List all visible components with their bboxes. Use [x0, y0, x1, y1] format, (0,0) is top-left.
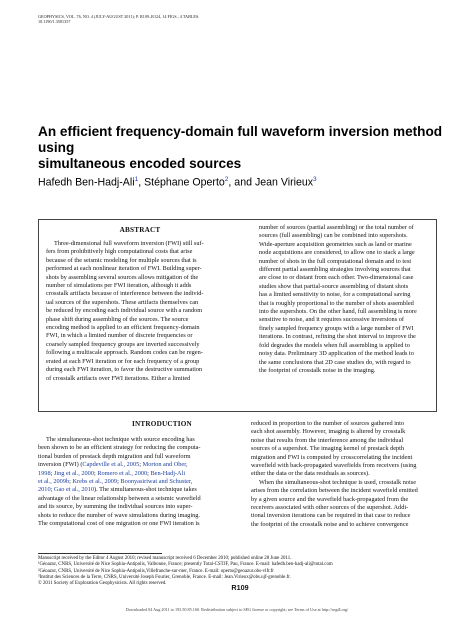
- paper-title: [38, 124, 458, 172]
- body-text: ;: [50, 486, 54, 494]
- body-line: wavefield with back-propagated wavefields from receivers (using: [251, 462, 417, 470]
- abstract-line: coarsely sampled frequency groups are inverted successively: [46, 340, 200, 348]
- author-separator: , and: [228, 176, 255, 189]
- body-text: ;: [147, 469, 151, 477]
- citation-link[interactable]: Krebs et al., 2009: [72, 478, 118, 486]
- body-line: migration and FWI is computed by crosscorrelating the incident: [251, 453, 413, 461]
- abstract-line: ual sources of the supershots. These artifacts themselves can: [46, 298, 199, 306]
- body-line: receivers associated with other sources of the supershot. Addi-: [251, 504, 409, 512]
- footnote-line: ³Institut des Sciences de la Terre, CNRS, Université Joseph Fourier, Grenoble, France. E-mail: Jean.Virieux@obs.ujf-grenoble.fr.: [38, 574, 291, 580]
- citation-link[interactable]: et al., 2009b: [38, 478, 70, 486]
- body-line: tional inversion iterations can be required in that case to reduce: [251, 512, 411, 520]
- abstract-line: erated at each FWI iteration or for each frequency of a group: [46, 357, 200, 365]
- body-line: and its source, by summing the individual sources into super-: [38, 503, 193, 511]
- abstract-line: during each FWI iteration, to favor the destructive summation: [46, 366, 203, 374]
- citation-link[interactable]: Capdeville et al., 2005: [82, 461, 140, 469]
- abstract-line: has a limited sensitivity to noise, for a computational saving: [259, 291, 411, 299]
- journal-header-line: GEOPHYSICS, VOL. 76, NO. 4 (JULY-AUGUST 2011); P. R109–R124, 14 FIGS., 4 TABLES.: [38, 14, 200, 19]
- body-line: arises from the correlation between the incident wavefield emitted: [251, 487, 418, 495]
- abstract-line: shots by assembling several sources allows mitigation of the: [46, 273, 199, 281]
- title-line: simultaneous encoded sources: [38, 156, 242, 171]
- abstract-line: into the supershots. On the other hand, full assembling is more: [259, 308, 417, 316]
- body-line: been shown to be an efficient strategy for reducing the computa-: [38, 444, 201, 452]
- introduction-left-column: [38, 436, 237, 528]
- footnote-divider: [38, 553, 162, 554]
- introduction-right-column: [251, 420, 442, 529]
- citation-link[interactable]: Romero et al., 2000: [97, 469, 148, 477]
- body-line: The simultaneous-shot technique with source encoding has: [46, 436, 195, 443]
- affiliation-link[interactable]: 1: [134, 176, 139, 183]
- abstract-line: different partial assembling strategies involving sources that: [259, 266, 411, 274]
- abstract-line: fold degrades the models when full assembling is applied to: [259, 341, 410, 349]
- body-line: sources of a supershot. The imaging kernel of prestack depth: [251, 445, 405, 453]
- abstract-line: the footprint of crosstalk noise in the imaging.: [259, 366, 376, 374]
- body-text: inversion (FWI) (: [38, 461, 83, 469]
- footnote-line: Manuscript received by the Editor 4 August 2010; revised manuscript received 6 December 2010; published online 28 June 2011.: [38, 556, 292, 561]
- abstract-line: studies show that partial-source assembling of distant shots: [259, 282, 409, 290]
- author-separator: ,: [138, 176, 145, 189]
- body-text: ;: [139, 461, 143, 469]
- body-line: The computational cost of one migration or one FWI iteration is: [38, 520, 200, 528]
- body-text: ;: [93, 469, 98, 477]
- journal-header: [38, 14, 298, 25]
- abstract-line: fers from prohibitively high computational costs that arise: [46, 248, 193, 256]
- abstract-line: of crosstalk artifacts over FWI iterations. Either a limited: [46, 374, 191, 382]
- abstract-line: finely sampled frequency groups with a large number of FWI: [259, 324, 414, 332]
- body-line: shots to reduce the number of wave simulations during imaging.: [38, 511, 200, 519]
- body-text: ;: [117, 478, 121, 486]
- title-line: An efficient frequency-domain full waveform inversion method using: [38, 124, 443, 155]
- body-text: ;: [50, 469, 54, 477]
- abstract-line: following a multiscale approach. Random codes can be regen-: [46, 349, 203, 357]
- body-text: ). The simultaneous-shot technique takes: [93, 486, 197, 494]
- abstract-line: encoding method is applied to an efficient frequency-domain: [46, 324, 200, 332]
- page-number: R109: [231, 583, 249, 592]
- body-line: [38, 470, 237, 478]
- body-line: [38, 478, 237, 486]
- author-name: Jean Virieux: [254, 176, 314, 189]
- abstract-line: FWI, in which a limited number of discrete frequencies or: [46, 332, 193, 340]
- body-line: by a given source and the wavefield back-propagated from the: [251, 495, 409, 503]
- abstract-line: number of shots in the full computational domain and to test: [259, 257, 412, 265]
- body-line: each shot assembly. However, imaging is altered by crosstalk: [251, 428, 406, 436]
- body-line: reduced in proportion to the number of sources gathered into: [251, 420, 405, 427]
- abstract-line: sensitive to noise, and it requires successive inversions of: [259, 316, 404, 324]
- abstract-right-column: [259, 224, 430, 375]
- footnote-line: ¹Géoazur, CNRS, Université de Nice Sophia-Antipolis, Valbonne, France; presently Total-CSTJF, Pau, France. E-mail: hafedh.ben-hadj-ali@total.com: [38, 562, 333, 568]
- abstract-line: iterations. In contrast, refining the shot interval to improve the: [259, 333, 416, 341]
- body-line: either the data or the data residuals as sources).: [251, 470, 370, 478]
- abstract-line: Wide-aperture acquisition geometries such as land or marine: [259, 240, 412, 248]
- author-name: Stéphane Operto: [144, 176, 225, 189]
- abstract-line: phase shift during assembling of the sources. The source: [46, 315, 189, 323]
- citation-link[interactable]: Morton and Ober,: [142, 461, 188, 469]
- abstract-heading: ABSTRACT: [119, 226, 161, 234]
- abstract-line: be reduced by encoding each individual source with a random: [46, 307, 203, 315]
- body-line: tional burden of prestack depth migration and full waveform: [38, 452, 191, 460]
- citation-link[interactable]: Ben-Hadj-Ali: [150, 469, 186, 477]
- body-line: When the simultaneous-shot technique is used, crosstalk noise: [259, 478, 417, 486]
- body-line: [38, 486, 237, 494]
- citation-link[interactable]: Gao et al., 2010: [53, 486, 94, 494]
- author-name: Hafedh Ben-Hadj-Ali: [38, 176, 135, 189]
- abstract-line: are close to or distant from each other. Two-dimensional case: [259, 274, 414, 282]
- citation-link[interactable]: 1998: [38, 469, 51, 477]
- abstract-line: node acquisitions are considered, to allow one to stack a large: [259, 249, 415, 257]
- affiliation-link[interactable]: 3: [313, 176, 317, 183]
- abstract-line: the same conclusions that 2D case studies do, with regard to: [259, 358, 411, 366]
- abstract-line: number of sources (partial assembling) or the total number of: [259, 224, 414, 231]
- abstract-line: number of simulations per FWI iteration, although it adds: [46, 282, 192, 290]
- download-notice: Downloaded 04 Aug 2011 to 193.50.85.160. Redistribution subject to SEG license or copyright; see Terms of Use at http://segdl.org/: [125, 607, 349, 612]
- abstract-line: that is roughly proportional to the number of shots assembled: [259, 299, 414, 307]
- journal-doi: 10.1190/1.3581357: [38, 19, 71, 25]
- body-line: [38, 461, 237, 469]
- footnote-line: ²Géoazur, CNRS, Université de Nice Sophia-Antipolis,Villefranche-sur-mer, France. E-mail: operto@geoazur.obs-vlfr.fr: [38, 568, 274, 574]
- body-text: ;: [69, 478, 73, 486]
- footnote-line: © 2011 Society of Exploration Geophysicists. All rights reserved.: [38, 581, 167, 587]
- abstract-line: Three-dimensional full waveform inversion (FWI) still suf-: [54, 240, 204, 247]
- affiliation-link[interactable]: 2: [224, 176, 229, 183]
- introduction-heading: INTRODUCTION: [132, 420, 192, 428]
- citation-link[interactable]: Boonyasiriwat and Schuster,: [120, 478, 193, 486]
- citation-link[interactable]: Jing et al., 2000: [53, 469, 94, 477]
- abstract-line: noisy data. Preliminary 3D application of the method leads to: [259, 350, 414, 358]
- abstract-line: because of the seismic modeling for multiple sources that is: [46, 256, 197, 264]
- abstract-line: sources (full assembling) can be combined into supershots.: [259, 232, 408, 240]
- author-list: [38, 176, 458, 189]
- body-line: the footprint of the crosstalk noise and to achieve convergence: [251, 520, 409, 528]
- abstract-left-column: [46, 240, 239, 383]
- body-line: advantage of the linear relationship between a seismic wavefield: [38, 494, 201, 502]
- body-line: noise that results from the interference among the individual: [251, 436, 404, 444]
- citation-link[interactable]: 2010: [38, 486, 51, 494]
- abstract-line: crosstalk artifacts because of interference between the individ-: [46, 290, 204, 298]
- abstract-line: performed at each nonlinear iteration of FWI. Building super-: [46, 265, 202, 273]
